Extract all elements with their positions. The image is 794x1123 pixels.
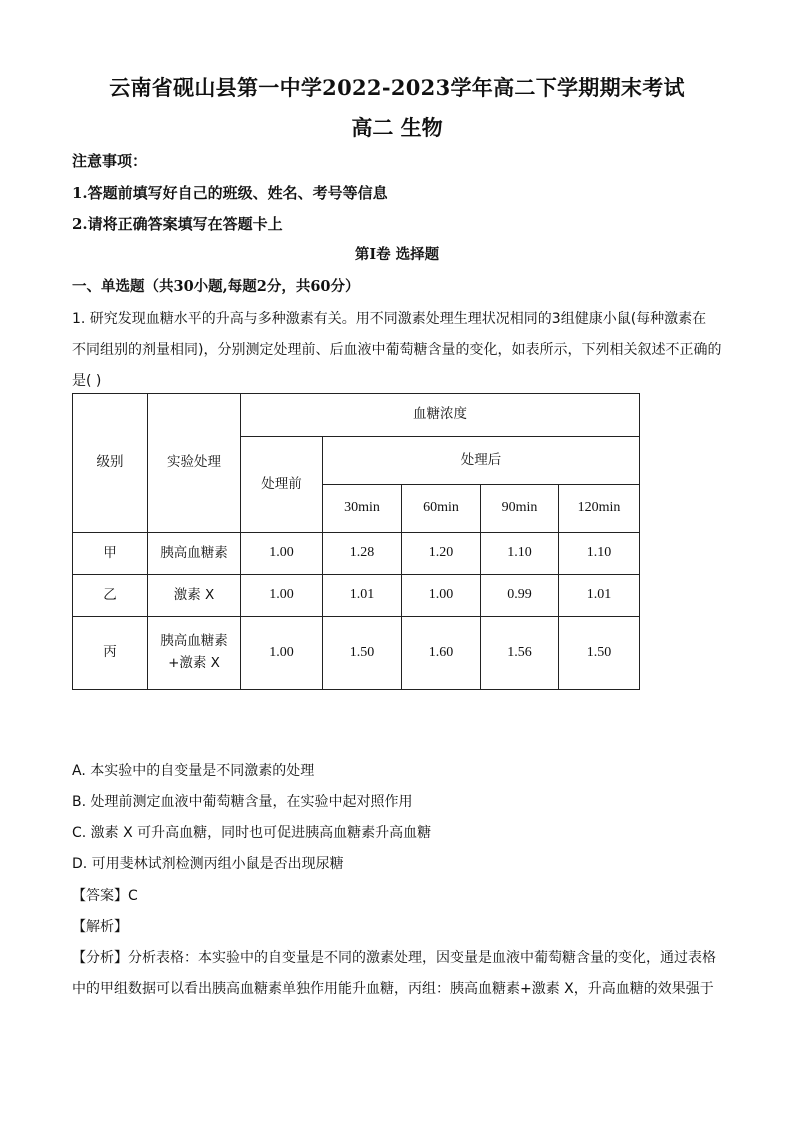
cell-treatment-line: 胰高血糖素	[160, 633, 228, 650]
option-b: B. 处理前测定血液中葡萄糖含量，在实验中起对照作用	[72, 794, 413, 810]
option-d: D. 可用斐林试剂检测丙组小鼠是否出现尿糖	[72, 856, 344, 872]
cell-group: 乙	[73, 575, 148, 617]
header-treatment: 实验处理	[148, 394, 241, 533]
cell-value: 1.50	[559, 617, 640, 690]
table-row	[73, 575, 640, 617]
header-time: 120min	[559, 485, 640, 533]
analysis-label: 【解析】	[72, 919, 128, 935]
cell-treatment: 激素 X	[148, 575, 241, 617]
question-line-3: 是( )	[72, 373, 102, 389]
table-row	[73, 617, 640, 690]
cell-value: 1.00	[241, 617, 323, 690]
cell-value: 1.50	[323, 617, 402, 690]
cell-value: 0.99	[481, 575, 559, 617]
cell-treatment-line: +激素 X	[168, 655, 220, 671]
table-row	[73, 533, 640, 575]
question-line-1: 1. 研究发现血糖水平的升高与多种激素有关。用不同激素处理生理状况相同的3组健康小鼠(每种激素在	[72, 311, 707, 327]
cell-value: 1.00	[402, 575, 481, 617]
header-time: 30min	[323, 485, 402, 533]
header-concentration: 血糖浓度	[241, 394, 640, 437]
answer-value: C	[128, 888, 138, 904]
cell-value: 1.10	[559, 533, 640, 575]
option-c: C. 激素 X 可升高血糖，同时也可促进胰高血糖素升高血糖	[72, 825, 432, 841]
cell-value: 1.01	[559, 575, 640, 617]
analysis-line-1: 【分析】分析表格：本实验中的自变量是不同的激素处理，因变量是血液中葡萄糖含量的变化，通过表格	[72, 950, 716, 966]
cell-value: 1.56	[481, 617, 559, 690]
cell-value: 1.00	[241, 575, 323, 617]
header-after: 处理后	[323, 437, 640, 485]
question-line-2: 不同组别的剂量相同)，分别测定处理前、后血液中葡萄糖含量的变化，如表所示，下列相关叙述不正确的	[72, 342, 722, 358]
notes-item-1: 1.答题前填写好自己的班级、姓名、考号等信息	[72, 184, 388, 202]
part-heading: 一、单选题（共30小题,每题2分，共60分）	[72, 278, 360, 295]
cell-treatment: 胰高血糖素	[148, 533, 241, 575]
answer-label: 【答案】	[72, 888, 128, 904]
cell-treatment	[148, 617, 241, 690]
page-title: 云南省砚山县第一中学2022-2023学年高二下学期期末考试	[109, 75, 685, 100]
option-a: A. 本实验中的自变量是不同激素的处理	[72, 763, 315, 779]
header-time: 90min	[481, 485, 559, 533]
header-group: 级别	[73, 394, 148, 533]
cell-value: 1.00	[241, 533, 323, 575]
cell-group: 甲	[73, 533, 148, 575]
header-time: 60min	[402, 485, 481, 533]
page-subtitle: 高二 生物	[351, 115, 443, 140]
notes-heading: 注意事项：	[72, 152, 148, 170]
header-before: 处理前	[241, 437, 323, 533]
answer-line	[72, 885, 138, 905]
cell-value: 1.10	[481, 533, 559, 575]
notes-item-2: 2.请将正确答案填写在答题卡上	[72, 215, 283, 233]
section-title: 第Ⅰ卷 选择题	[354, 246, 440, 263]
analysis-line-2: 中的甲组数据可以看出胰高血糖素单独作用能升血糖，丙组：胰高血糖素+激素 X，升高血糖的效果强于	[72, 981, 714, 997]
cell-value: 1.01	[323, 575, 402, 617]
cell-value: 1.20	[402, 533, 481, 575]
cell-value: 1.28	[323, 533, 402, 575]
data-table	[72, 393, 640, 690]
cell-value: 1.60	[402, 617, 481, 690]
cell-group: 丙	[73, 617, 148, 690]
